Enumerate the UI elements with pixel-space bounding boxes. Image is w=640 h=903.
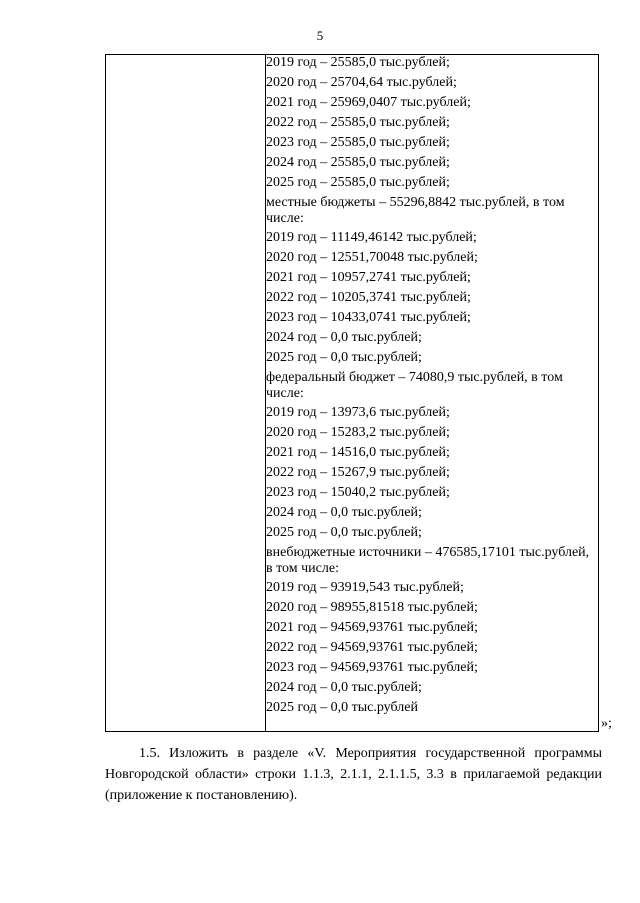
funding-year-line: 2020 год – 12551,70048 тыс.рублей;	[266, 250, 478, 265]
table-values-cell	[266, 55, 599, 732]
funding-year-line: 2025 год – 0,0 тыс.рублей;	[266, 350, 422, 365]
funding-year-line: 2020 год – 98955,81518 тыс.рублей;	[266, 600, 478, 615]
funding-year-line: 2022 год – 25585,0 тыс.рублей;	[266, 115, 450, 130]
funding-year-line: 2024 год – 0,0 тыс.рублей;	[266, 505, 422, 520]
funding-source-line: федеральный бюджет – 74080,9 тыс.рублей, в том числе:	[266, 370, 563, 401]
funding-year-line: 2019 год – 13973,6 тыс.рублей;	[266, 405, 450, 420]
funding-year-line: 2024 год – 0,0 тыс.рублей;	[266, 680, 422, 695]
funding-lines	[266, 55, 598, 720]
funding-year-line: 2021 год – 25969,0407 тыс.рублей;	[266, 95, 471, 110]
funding-table-wrapper	[105, 54, 599, 732]
funding-year-line: 2019 год – 93919,543 тыс.рублей;	[266, 580, 464, 595]
funding-year-line: 2021 год – 94569,93761 тыс.рублей;	[266, 620, 478, 635]
funding-year-line: 2023 год – 25585,0 тыс.рублей;	[266, 135, 450, 150]
funding-year-line: 2022 год – 15267,9 тыс.рублей;	[266, 465, 450, 480]
funding-year-line: 2019 год – 11149,46142 тыс.рублей;	[266, 230, 477, 245]
closing-quote: »;	[601, 716, 612, 731]
table-label-cell	[106, 55, 266, 732]
table-row	[106, 55, 599, 732]
funding-year-line: 2020 год – 25704,64 тыс.рублей;	[266, 75, 457, 90]
funding-table	[105, 54, 599, 732]
funding-year-line: 2025 год – 0,0 тыс.рублей;	[266, 525, 422, 540]
funding-year-line: 2023 год – 10433,0741 тыс.рублей;	[266, 310, 471, 325]
funding-year-line: 2025 год – 25585,0 тыс.рублей;	[266, 175, 450, 190]
amendment-paragraph: 1.5. Изложить в разделе «V. Мероприятия государственной программы Новгородской области» строки 1.1.3, 2.1.1, 2.1.1.5, 3.3 в прилагаемой редакции (приложение к постановлению).	[105, 746, 602, 803]
funding-year-line: 2024 год – 0,0 тыс.рублей;	[266, 330, 422, 345]
funding-year-line: 2023 год – 15040,2 тыс.рублей;	[266, 485, 450, 500]
funding-year-line: 2025 год – 0,0 тыс.рублей	[266, 700, 418, 715]
funding-year-line: 2024 год – 25585,0 тыс.рублей;	[266, 155, 450, 170]
funding-year-line: 2023 год – 94569,93761 тыс.рублей;	[266, 660, 478, 675]
funding-source-line: местные бюджеты – 55296,8842 тыс.рублей, в том числе:	[266, 195, 565, 226]
funding-year-line: 2021 год – 14516,0 тыс.рублей;	[266, 445, 450, 460]
funding-year-line: 2019 год – 25585,0 тыс.рублей;	[266, 55, 450, 70]
funding-year-line: 2021 год – 10957,2741 тыс.рублей;	[266, 270, 471, 285]
funding-source-line: внебюджетные источники – 476585,17101 тыс.рублей, в том числе:	[266, 545, 590, 576]
funding-year-line: 2022 год – 10205,3741 тыс.рублей;	[266, 290, 471, 305]
funding-year-line: 2022 год – 94569,93761 тыс.рублей;	[266, 640, 478, 655]
page-number: 5	[316, 28, 324, 43]
funding-year-line: 2020 год – 15283,2 тыс.рублей;	[266, 425, 450, 440]
